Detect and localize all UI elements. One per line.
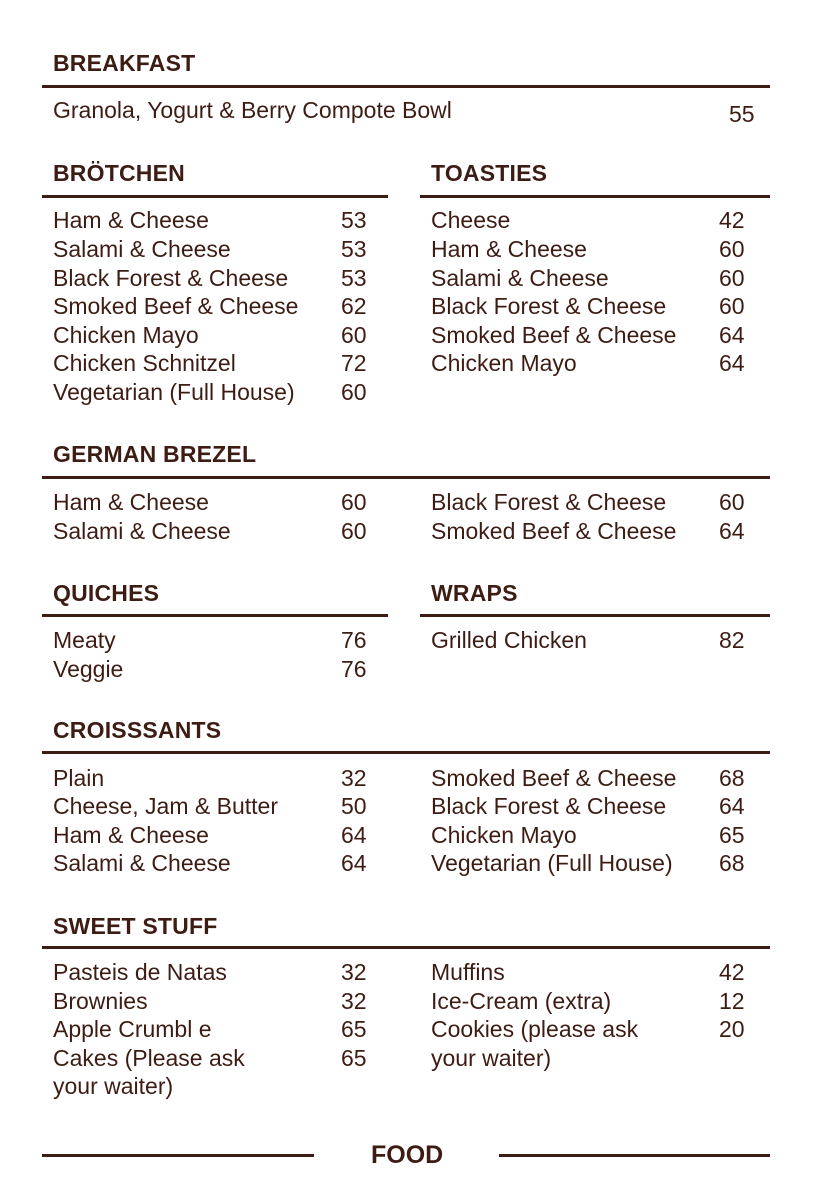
menu-item-price: 42: [719, 207, 745, 233]
menu-item-name: your waiter): [431, 1045, 552, 1071]
menu-item-name: Muffins: [431, 959, 505, 985]
section-divider: [420, 614, 770, 617]
menu-item-name: Smoked Beef & Cheese: [431, 322, 677, 348]
section-divider: [42, 195, 388, 198]
menu-item-name: Cheese: [431, 207, 511, 233]
section-title-german-brezel: GERMAN BREZEL: [53, 441, 257, 467]
menu-item-name: Ham & Cheese: [53, 489, 209, 515]
menu-item-price: 62: [341, 293, 367, 319]
menu-item-name: Granola, Yogurt & Berry Compote Bowl: [53, 97, 452, 123]
menu-item-price: 20: [719, 1016, 745, 1042]
menu-item-price: 76: [341, 627, 367, 653]
section-title-toasties: TOASTIES: [431, 160, 548, 186]
menu-item-price: 60: [341, 489, 367, 515]
section-title-croissants: CROISSSANTS: [53, 717, 222, 743]
menu-item-name: Black Forest & Cheese: [431, 793, 667, 819]
menu-item-name: Chicken Mayo: [53, 322, 199, 348]
menu-item-price: 42: [719, 959, 745, 985]
section-divider: [42, 614, 388, 617]
section-divider: [42, 476, 770, 479]
menu-item-name: Apple Crumbl e: [53, 1016, 212, 1042]
menu-item-name: Black Forest & Cheese: [431, 489, 667, 515]
menu-item-name: Cakes (Please ask: [53, 1045, 245, 1071]
menu-item-name: Black Forest & Cheese: [431, 293, 667, 319]
menu-item-name: Pasteis de Natas: [53, 959, 227, 985]
menu-item-price: 76: [341, 656, 367, 682]
menu-item-price: 68: [719, 765, 745, 791]
menu-item-name: Chicken Mayo: [431, 350, 577, 376]
menu-item-price: 53: [341, 236, 367, 262]
menu-item-price: 72: [341, 350, 367, 376]
menu-item-name: Chicken Schnitzel: [53, 350, 236, 376]
menu-item-name: Ice-Cream (extra): [431, 988, 612, 1014]
menu-item-name: Smoked Beef & Cheese: [431, 765, 677, 791]
menu-item-price: 60: [719, 265, 745, 291]
section-divider: [42, 946, 770, 949]
menu-item-price: 60: [341, 518, 367, 544]
menu-item-name: Salami & Cheese: [53, 518, 231, 544]
menu-item-price: 55: [729, 101, 755, 127]
menu-item-price: 68: [719, 850, 745, 876]
menu-item-price: 60: [719, 236, 745, 262]
menu-item-price: 32: [341, 959, 367, 985]
menu-item-name: Salami & Cheese: [53, 850, 231, 876]
menu-item-price: 82: [719, 627, 745, 653]
menu-item-name: Ham & Cheese: [53, 207, 209, 233]
menu-item-price: 12: [719, 988, 745, 1014]
section-title-wraps: WRAPS: [431, 580, 518, 606]
section-divider: [42, 751, 770, 754]
section-title-sweet-stuff: SWEET STUFF: [53, 913, 218, 939]
section-title-brotchen: BRÖTCHEN: [53, 160, 185, 186]
menu-item-name: your waiter): [53, 1073, 174, 1099]
menu-item-price: 32: [341, 765, 367, 791]
menu-item-name: Veggie: [53, 656, 124, 682]
menu-item-price: 64: [719, 518, 745, 544]
menu-item-price: 60: [341, 379, 367, 405]
menu-item-name: Vegetarian (Full House): [53, 379, 295, 405]
menu-item-name: Ham & Cheese: [53, 822, 209, 848]
section-divider: [42, 85, 770, 88]
menu-item-name: Cheese, Jam & Butter: [53, 793, 278, 819]
menu-item-price: 65: [719, 822, 745, 848]
menu-item-price: 50: [341, 793, 367, 819]
section-title-quiches: QUICHES: [53, 580, 160, 606]
menu-item-price: 65: [341, 1016, 367, 1042]
section-title-breakfast: BREAKFAST: [53, 50, 196, 76]
menu-item-name: Salami & Cheese: [431, 265, 609, 291]
menu-item-name: Meaty: [53, 627, 116, 653]
footer-divider-left: [42, 1154, 314, 1157]
footer-title: FOOD: [371, 1141, 444, 1169]
menu-item-price: 60: [719, 293, 745, 319]
menu-item-name: Plain: [53, 765, 105, 791]
menu-item-price: 64: [719, 350, 745, 376]
menu-item-name: Smoked Beef & Cheese: [431, 518, 677, 544]
menu-item-price: 60: [719, 489, 745, 515]
menu-item-name: Grilled Chicken: [431, 627, 587, 653]
menu-item-name: Ham & Cheese: [431, 236, 587, 262]
menu-item-price: 65: [341, 1045, 367, 1071]
menu-item-name: Brownies: [53, 988, 148, 1014]
menu-item-price: 53: [341, 207, 367, 233]
menu-item-price: 60: [341, 322, 367, 348]
menu-item-price: 64: [719, 322, 745, 348]
menu-item-name: Black Forest & Cheese: [53, 265, 289, 291]
menu-item-name: Vegetarian (Full House): [431, 850, 673, 876]
menu-item-name: Smoked Beef & Cheese: [53, 293, 299, 319]
footer-divider-right: [499, 1154, 770, 1157]
menu-item-name: Chicken Mayo: [431, 822, 577, 848]
menu-item-price: 64: [341, 850, 367, 876]
menu-item-price: 32: [341, 988, 367, 1014]
menu-item-name: Cookies (please ask: [431, 1016, 639, 1042]
menu-item-price: 53: [341, 265, 367, 291]
menu-item-price: 64: [341, 822, 367, 848]
menu-item-price: 64: [719, 793, 745, 819]
menu-item-name: Salami & Cheese: [53, 236, 231, 262]
section-divider: [420, 195, 770, 198]
